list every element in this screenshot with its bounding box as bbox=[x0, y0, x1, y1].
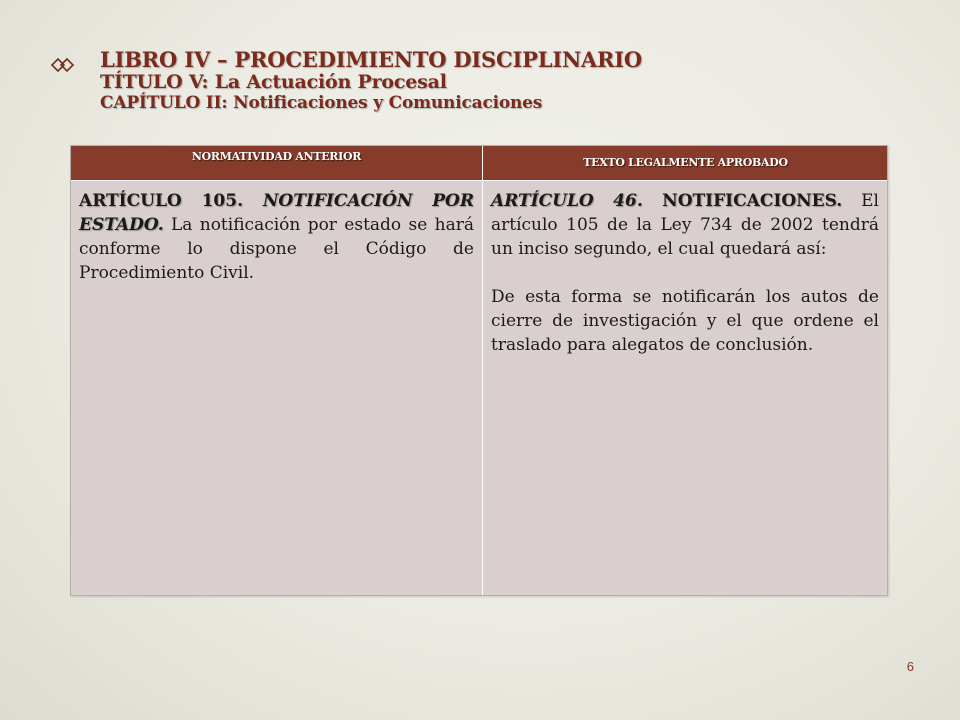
title-capitulo: CAPÍTULO II: Notificaciones y Comunicaciones bbox=[100, 92, 543, 113]
table-body-row bbox=[71, 181, 887, 595]
article-46-text bbox=[491, 189, 879, 261]
article-46-body: El artículo 105 de la Ley 734 de 2002 tendrá un inciso segundo, el cual quedará así: bbox=[491, 191, 879, 259]
title-titulo: TÍTULO V: La Actuación Procesal bbox=[100, 71, 447, 94]
column-header-aprobado: TEXTO LEGALMENTE APROBADO bbox=[482, 146, 888, 190]
comparison-table bbox=[70, 145, 888, 596]
page-number: 6 bbox=[906, 659, 914, 674]
cell-normatividad-anterior bbox=[71, 181, 482, 595]
article-46-paragraph-2: De esta forma se notificarán los autos de cierre de investigación y el que ordene el traslado para alegatos de conclusión. bbox=[491, 287, 879, 355]
title-libro: LIBRO IV – PROCEDIMIENTO DISCIPLINARIO bbox=[100, 47, 642, 72]
slide-title bbox=[100, 48, 900, 114]
hollow-diamond-icon bbox=[50, 54, 80, 76]
article-105-body: La notificación por estado se hará conforme lo dispone el Código de Procedimiento Civil. bbox=[79, 215, 474, 283]
article-46-number: ARTÍCULO 46. bbox=[491, 191, 643, 211]
cell-texto-aprobado bbox=[482, 181, 887, 595]
article-105-text bbox=[79, 189, 474, 285]
article-105-number: ARTÍCULO 105. bbox=[79, 191, 263, 211]
article-46-heading bbox=[491, 191, 842, 211]
article-105-title: NOTIFICACIÓN POR ESTADO. bbox=[79, 191, 474, 235]
column-header-anterior: NORMATIVIDAD ANTERIOR bbox=[191, 150, 362, 163]
article-46-title: NOTIFICACIONES. bbox=[642, 191, 843, 211]
table-header-row bbox=[71, 146, 887, 181]
